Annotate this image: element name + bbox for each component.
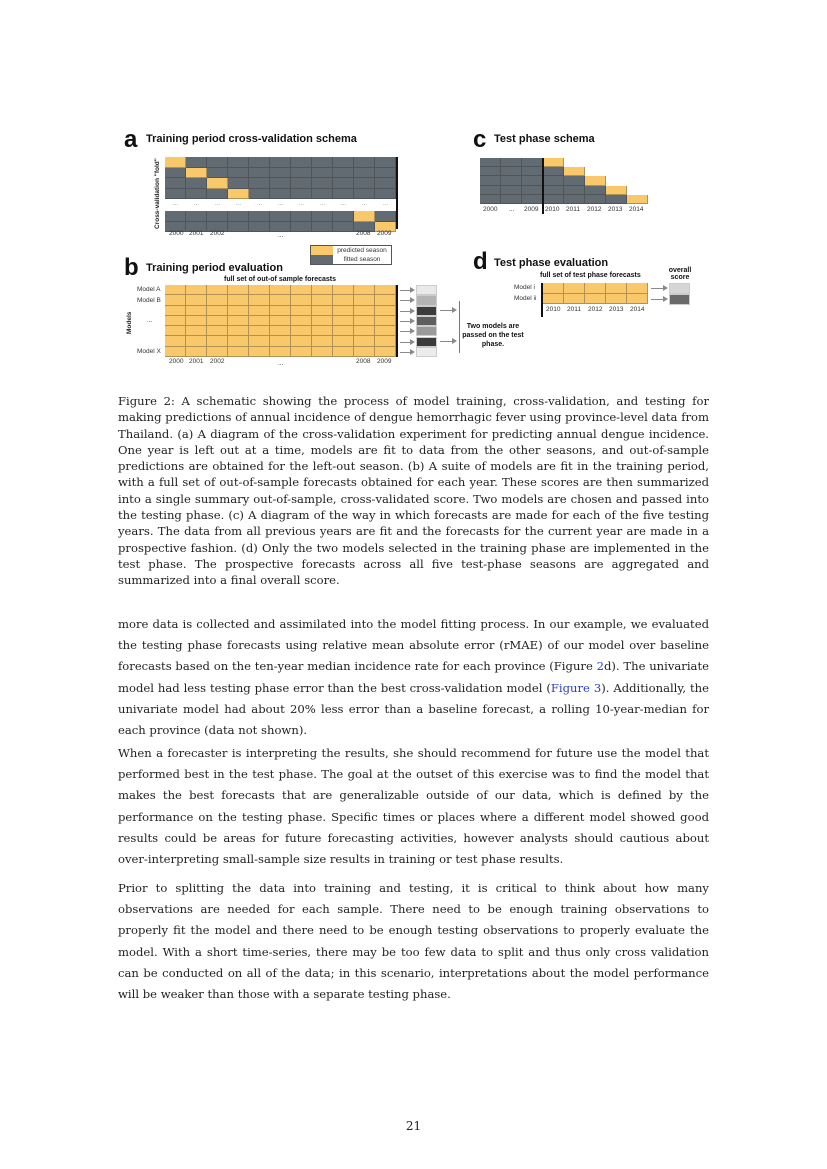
fitted-season-cell [207, 211, 228, 222]
predicted-season-cell [270, 306, 291, 316]
predicted-season-cell [606, 283, 627, 294]
panel-a-tick: ... [278, 232, 284, 239]
fitted-season-cell [291, 211, 312, 222]
fitted-season-cell [480, 195, 501, 204]
predicted-season-cell [249, 306, 270, 316]
predicted-season-cell [207, 347, 228, 357]
predicted-season-cell [627, 195, 648, 204]
arrow-icon [651, 299, 665, 300]
panel-c-tick: 2011 [566, 206, 580, 213]
grid-gap-cell [564, 158, 585, 167]
fitted-season-cell [165, 211, 186, 222]
fitted-season-cell [333, 211, 354, 222]
fitted-season-cell [333, 178, 354, 189]
predicted-season-cell [333, 347, 354, 357]
fitted-season-cell [270, 222, 291, 233]
paragraph-1-text: d). The univariate model had less testing phase error than the best cross-validation model ( [118, 659, 709, 695]
bracket-line [459, 301, 460, 353]
model-ii-overall-score [669, 294, 690, 305]
predicted-season-cell [207, 285, 228, 295]
paragraph-1 [118, 614, 709, 741]
predicted-season-cell [291, 316, 312, 326]
panel-c-tick: 2010 [545, 206, 560, 213]
panel-a-boundary-line [396, 157, 398, 229]
fitted-season-cell [186, 189, 207, 200]
panel-b-tick: 2000 [169, 358, 184, 365]
panel-b-subtitle: full set of out-of sample forecasts [224, 276, 337, 283]
grid-gap-cell [606, 167, 627, 176]
model-cv-score [416, 347, 437, 357]
panel-d-subtitle: full set of test phase forecasts [540, 272, 641, 279]
predicted-season-cell [228, 316, 249, 326]
grid-gap-cell [627, 176, 648, 185]
overall-score-header: overall score [668, 267, 692, 281]
panel-b-row-label: Model A [137, 286, 161, 293]
arrow-icon [651, 288, 665, 289]
predicted-season-cell [312, 316, 333, 326]
panel-b-forecast-grid [165, 285, 396, 357]
panel-b-row-label: ... [147, 317, 153, 324]
predicted-season-cell [375, 336, 396, 346]
panel-c-tick: 2009 [524, 206, 539, 213]
panel-d-tick: 2013 [609, 306, 624, 313]
predicted-season-cell [354, 211, 375, 222]
predicted-season-cell [165, 285, 186, 295]
page-number: 21 [405, 1119, 422, 1133]
predicted-season-cell [585, 283, 606, 294]
predicted-season-cell [312, 336, 333, 346]
panel-a-letter: a [124, 126, 138, 153]
grid-gap-cell [606, 158, 627, 167]
predicted-season-cell [291, 336, 312, 346]
grid-gap-cell: ... [186, 199, 207, 211]
predicted-season-cell [228, 306, 249, 316]
panel-c-test-grid [480, 158, 648, 204]
fitted-season-cell [543, 186, 564, 195]
panel-d-tick: 2010 [546, 306, 561, 313]
predicted-season-cell [543, 158, 564, 167]
model-i-overall-score [669, 283, 690, 294]
panel-b-tick: ... [278, 360, 284, 367]
predicted-season-cell [312, 295, 333, 305]
predicted-season-cell [228, 189, 249, 200]
predicted-season-cell [312, 306, 333, 316]
predicted-season-cell [291, 295, 312, 305]
fitted-season-cell [291, 189, 312, 200]
predicted-season-cell [333, 326, 354, 336]
arrow-icon [400, 300, 412, 301]
predicted-season-cell [354, 316, 375, 326]
arrow-icon [400, 352, 412, 353]
predicted-season-cell [207, 178, 228, 189]
fitted-season-cell [228, 157, 249, 168]
fitted-season-cell [186, 211, 207, 222]
fitted-season-cell [480, 176, 501, 185]
predicted-season-cell [249, 295, 270, 305]
predicted-season-cell [270, 295, 291, 305]
arrow-icon [400, 331, 412, 332]
panel-d-tick: 2014 [630, 306, 645, 313]
fitted-season-cell [165, 189, 186, 200]
fitted-season-cell [312, 178, 333, 189]
fitted-season-cell [249, 178, 270, 189]
predicted-season-cell [627, 283, 648, 294]
fitted-season-cell [480, 186, 501, 195]
fitted-season-cell [522, 186, 543, 195]
paragraph-1-text: more data is collected and assimilated into the model fitting process. In our example, we evaluated the testing phase forecasts using relative mean absolute error (rMAE) of our model over baseline forecasts based on the ten-year median incidence rate for each province (Figure [118, 617, 709, 674]
predicted-season-cell [585, 294, 606, 305]
grid-gap-cell: ... [354, 199, 375, 211]
fitted-season-cell [228, 178, 249, 189]
predicted-season-cell [543, 283, 564, 294]
fitted-season-cell [375, 168, 396, 179]
panel-c-tick: 2012 [587, 206, 602, 213]
panel-a-tick: 2002 [210, 230, 225, 237]
predicted-season-cell [270, 326, 291, 336]
fitted-season-cell [270, 168, 291, 179]
panel-b-title: Training period evaluation [146, 262, 283, 274]
grid-gap-cell [585, 158, 606, 167]
fitted-season-cell [291, 178, 312, 189]
panel-a-title: Training period cross-validation schema [146, 133, 357, 145]
fitted-season-cell [543, 195, 564, 204]
model-cv-score [416, 306, 437, 316]
fitted-season-cell [333, 157, 354, 168]
fitted-season-cell [312, 211, 333, 222]
panel-b-row-label: Model X [137, 348, 161, 355]
fitted-season-cell [564, 186, 585, 195]
predicted-season-cell [186, 285, 207, 295]
legend-predicted-swatch [311, 246, 333, 255]
fitted-season-cell [207, 157, 228, 168]
fitted-season-cell [354, 168, 375, 179]
panel-a-tick: 2009 [377, 230, 392, 237]
predicted-season-cell [186, 306, 207, 316]
fitted-season-cell [543, 167, 564, 176]
paragraph-3: Prior to splitting the data into training and testing, it is critical to think about how many observations are needed for each sample. There need to be enough training observations to properly fit the model and there need to be enough testing observations to properly evaluate the model. With a short time-series, there may be too few data to split and thus only cross validation can be conducted on all of the data; in this scenario, interpretations about the model performance will be weaker than those with a separate testing phase. [118, 881, 709, 1002]
figure-caption: Figure 2: A schematic showing the process of model training, cross-validation, and testing for making predictions of annual incidence of dengue hemorrhagic fever using province-level data from Thailand. (a) A diagram of the cross-validation experiment for predicting annual dengue incidence. One year is left out at a time, models are fit to data from the other seasons, and out-of-sample predictions are obtained for the left-out season. (b) A suite of models are fit in the training period, with a full set of out-of-sample forecasts obtained for each year. These scores are then summarized into a single summary out-of-sample, cross-validated score. Two models are chosen and passed into the testing phase. (c) A diagram of the way in which forecasts are made for each of the five testing years. The data from all previous years are fit and the forecasts for the current year are made in a prospective fashion. (d) Only the two models selected in the training phase are implemented in the test phase. The prospective forecasts across all five test-phase seasons are aggregated and summarized into a final overall score. [118, 394, 709, 588]
predicted-season-cell [270, 336, 291, 346]
fitted-season-cell [501, 195, 522, 204]
predicted-season-cell [270, 316, 291, 326]
fitted-season-cell [333, 168, 354, 179]
predicted-season-cell [249, 316, 270, 326]
predicted-season-cell [186, 326, 207, 336]
predicted-season-cell [312, 347, 333, 357]
panel-b-y-axis-label: Models [126, 311, 133, 334]
grid-gap-cell: ... [312, 199, 333, 211]
fitted-season-cell [270, 211, 291, 222]
predicted-season-cell [333, 285, 354, 295]
panel-b-letter: b [124, 254, 139, 281]
predicted-season-cell [333, 336, 354, 346]
fitted-season-cell [522, 167, 543, 176]
fitted-season-cell [522, 158, 543, 167]
arrow-icon [400, 311, 412, 312]
paragraph-1-text: ). Additionally, the univariate model had about 20% less error than a baseline forecast, a rolling 10-year-median for each province (data not shown). [118, 680, 709, 738]
fitted-season-cell [270, 189, 291, 200]
predicted-season-cell [606, 294, 627, 305]
predicted-season-cell [354, 326, 375, 336]
predicted-season-cell [375, 306, 396, 316]
predicted-season-cell [375, 347, 396, 357]
fitted-season-cell [564, 176, 585, 185]
grid-gap-cell [606, 176, 627, 185]
predicted-season-cell [186, 347, 207, 357]
grid-gap-cell [627, 186, 648, 195]
figure-2-link[interactable]: 2 [596, 659, 604, 674]
panel-c-tick: 2014 [629, 206, 644, 213]
predicted-season-cell [249, 347, 270, 357]
predicted-season-cell [312, 285, 333, 295]
predicted-season-cell [165, 316, 186, 326]
panel-b-tick: 2002 [210, 358, 225, 365]
fitted-season-cell [585, 195, 606, 204]
grid-gap-cell: ... [165, 199, 186, 211]
predicted-season-cell [564, 294, 585, 305]
fitted-season-cell [291, 157, 312, 168]
panel-b-boundary-line [396, 285, 398, 357]
predicted-season-cell [249, 285, 270, 295]
panel-b-note: Two models are passed on the test phase. [462, 323, 524, 348]
fitted-season-cell [270, 178, 291, 189]
panel-b-row-label: Model B [137, 297, 161, 304]
grid-gap-cell [627, 167, 648, 176]
panel-c-title: Test phase schema [494, 133, 595, 145]
panel-b-tick: 2001 [189, 358, 204, 365]
arrow-icon [400, 321, 412, 322]
predicted-season-cell [186, 336, 207, 346]
predicted-season-cell [333, 316, 354, 326]
predicted-season-cell [312, 326, 333, 336]
predicted-season-cell [207, 326, 228, 336]
predicted-season-cell [186, 316, 207, 326]
fitted-season-cell [375, 211, 396, 222]
predicted-season-cell [354, 347, 375, 357]
predicted-season-cell [564, 167, 585, 176]
predicted-season-cell [333, 295, 354, 305]
fitted-season-cell [228, 222, 249, 233]
fitted-season-cell [543, 176, 564, 185]
fitted-season-cell [291, 168, 312, 179]
fitted-season-cell [186, 157, 207, 168]
fitted-season-cell [228, 168, 249, 179]
panel-d-axis-line [541, 283, 543, 317]
panel-c-tick: 2000 [483, 206, 498, 213]
fitted-season-cell [522, 195, 543, 204]
fitted-season-cell [375, 157, 396, 168]
panel-d-tick: 2012 [588, 306, 603, 313]
fitted-season-cell [249, 157, 270, 168]
predicted-season-cell [291, 306, 312, 316]
grid-gap-cell: ... [228, 199, 249, 211]
predicted-season-cell [207, 316, 228, 326]
predicted-season-cell [207, 306, 228, 316]
panel-c-train-test-split-line [542, 158, 544, 214]
predicted-season-cell [165, 157, 186, 168]
predicted-season-cell [165, 347, 186, 357]
model-cv-score [416, 337, 437, 347]
fitted-season-cell [165, 178, 186, 189]
predicted-season-cell [354, 285, 375, 295]
model-cv-score [416, 326, 437, 336]
predicted-season-cell [543, 294, 564, 305]
predicted-season-cell [228, 326, 249, 336]
panel-d-row-label: Model i [514, 284, 535, 291]
predicted-season-cell [375, 316, 396, 326]
panel-b-tick: 2009 [377, 358, 392, 365]
predicted-season-cell [333, 306, 354, 316]
predicted-season-cell [291, 326, 312, 336]
predicted-season-cell [375, 295, 396, 305]
predicted-season-cell [354, 306, 375, 316]
legend-predicted-label: predicted season [337, 247, 387, 254]
fitted-season-cell [249, 189, 270, 200]
panel-a-tick: 2001 [189, 230, 204, 237]
fitted-season-cell [480, 158, 501, 167]
predicted-season-cell [606, 186, 627, 195]
paragraph-2: When a forecaster is interpreting the results, she should recommend for future use the model that performed best in the test phase. The goal at the outset of this exercise was to find the model that makes the best forecasts that are generalizable outside of our data, which is defined by the performance on the testing phase. Specific times or places where a different model showed good results could be areas for future forecasting activities, however analysts should cautious about over-interpreting small-sample size results in training or test phase results. [118, 746, 709, 867]
legend-fitted [311, 255, 391, 264]
panel-d-tick: 2011 [567, 306, 581, 313]
grid-gap-cell: ... [270, 199, 291, 211]
fitted-season-cell [207, 168, 228, 179]
fitted-season-cell [522, 176, 543, 185]
fitted-season-cell [564, 195, 585, 204]
predicted-season-cell [165, 295, 186, 305]
fitted-season-cell [312, 189, 333, 200]
legend-fitted-label: fitted season [343, 256, 381, 263]
pass-arrow-icon [440, 310, 454, 311]
predicted-season-cell [627, 294, 648, 305]
predicted-season-cell [228, 295, 249, 305]
predicted-season-cell [354, 295, 375, 305]
fitted-season-cell [375, 189, 396, 200]
grid-gap-cell: ... [375, 199, 396, 211]
fitted-season-cell [165, 168, 186, 179]
fitted-season-cell [501, 186, 522, 195]
grid-gap-cell: ... [333, 199, 354, 211]
grid-gap-cell: ... [249, 199, 270, 211]
predicted-season-cell [375, 285, 396, 295]
predicted-season-cell [165, 336, 186, 346]
predicted-season-cell [291, 285, 312, 295]
panel-d-title: Test phase evaluation [494, 257, 609, 269]
fitted-season-cell [207, 189, 228, 200]
fitted-season-cell [501, 167, 522, 176]
fitted-season-cell [249, 211, 270, 222]
arrow-icon [400, 342, 412, 343]
predicted-season-cell [228, 285, 249, 295]
panel-a-tick: 2008 [356, 230, 371, 237]
predicted-season-cell [375, 326, 396, 336]
figure-2 [0, 0, 827, 380]
predicted-season-cell [291, 347, 312, 357]
fitted-season-cell [270, 157, 291, 168]
fitted-season-cell [354, 178, 375, 189]
fitted-season-cell [312, 168, 333, 179]
fitted-season-cell [585, 186, 606, 195]
pass-arrow-icon [440, 341, 454, 342]
figure-3-link[interactable]: Figure 3 [550, 680, 602, 695]
fitted-season-cell [333, 189, 354, 200]
predicted-season-cell [228, 347, 249, 357]
fitted-season-cell [249, 222, 270, 233]
predicted-season-cell [165, 326, 186, 336]
panel-a-tick: 2000 [169, 230, 184, 237]
model-cv-score [416, 316, 437, 326]
panel-d-letter: d [473, 248, 488, 275]
fitted-season-cell [312, 222, 333, 233]
model-cv-score [416, 285, 437, 295]
grid-gap-cell: ... [291, 199, 312, 211]
fitted-season-cell [354, 157, 375, 168]
fitted-season-cell [354, 189, 375, 200]
predicted-season-cell [207, 336, 228, 346]
panel-a-fold-grid [165, 157, 396, 232]
predicted-season-cell [249, 326, 270, 336]
fitted-season-cell [501, 176, 522, 185]
predicted-season-cell [186, 295, 207, 305]
panel-c-tick: ... [509, 206, 515, 213]
fitted-season-cell [606, 195, 627, 204]
predicted-season-cell [207, 295, 228, 305]
predicted-season-cell [354, 336, 375, 346]
grid-gap-cell [585, 167, 606, 176]
panel-b-tick: 2008 [356, 358, 371, 365]
fitted-season-cell [333, 222, 354, 233]
panel-d-forecast-grid [543, 283, 648, 304]
panel-a-y-axis-label: Cross-validation "fold" [154, 158, 161, 229]
predicted-season-cell [228, 336, 249, 346]
grid-gap-cell: ... [207, 199, 228, 211]
fitted-season-cell [375, 178, 396, 189]
panel-d-row-label: Model ii [514, 295, 537, 302]
fitted-season-cell [312, 157, 333, 168]
predicted-season-cell [165, 306, 186, 316]
fitted-season-cell [480, 167, 501, 176]
panel-c-letter: c [473, 126, 487, 153]
predicted-season-cell [585, 176, 606, 185]
fitted-season-cell [186, 178, 207, 189]
predicted-season-cell [270, 285, 291, 295]
predicted-season-cell [186, 168, 207, 179]
fitted-season-cell [501, 158, 522, 167]
predicted-season-cell [270, 347, 291, 357]
legend-fitted-swatch [311, 255, 333, 264]
fitted-season-cell [228, 211, 249, 222]
predicted-season-cell [249, 336, 270, 346]
fitted-season-cell [291, 222, 312, 233]
arrow-icon [400, 290, 412, 291]
model-cv-score [416, 295, 437, 305]
predicted-season-cell [564, 283, 585, 294]
panel-c-tick: 2013 [608, 206, 623, 213]
fitted-season-cell [249, 168, 270, 179]
legend-predicted [311, 246, 391, 255]
grid-gap-cell [627, 158, 648, 167]
legend [310, 245, 392, 265]
